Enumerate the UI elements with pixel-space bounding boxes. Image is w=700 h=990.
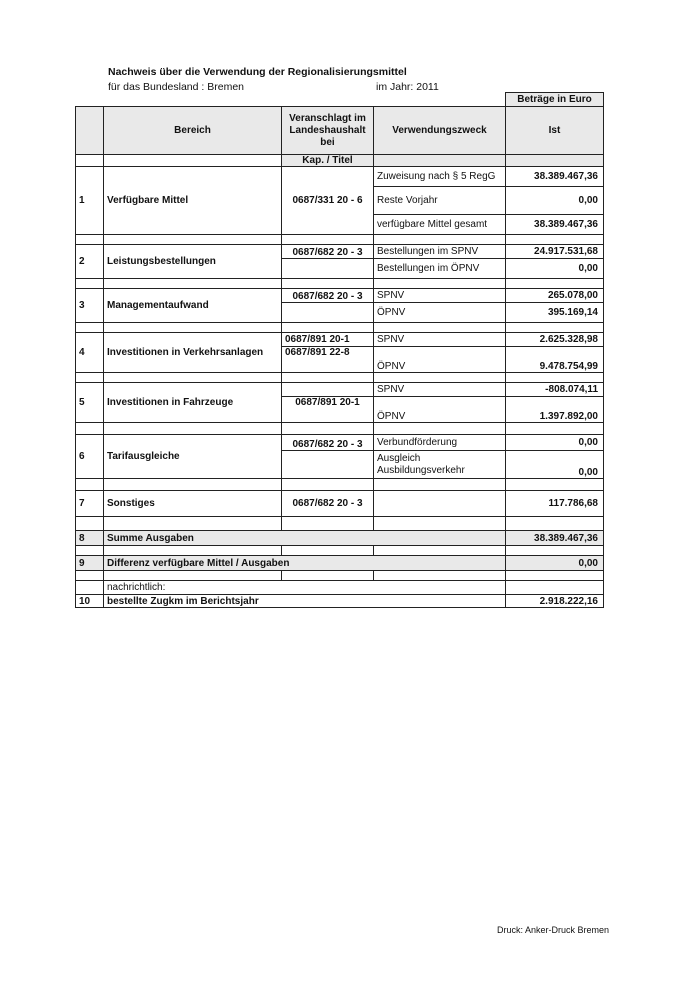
betraege-header: Beträge in Euro [506, 93, 604, 107]
kap-titel: 0687/682 20 - 3 [282, 245, 374, 259]
kap-titel: 0687/891 20-1 [282, 333, 374, 347]
kap-titel: 0687/682 20 - 3 [282, 289, 374, 303]
zweck-label: ÖPNV [374, 397, 506, 423]
row-number: 6 [76, 435, 104, 479]
bereich-label: Investitionen in Fahrzeuge [104, 383, 282, 423]
differenz-label: Differenz verfügbare Mittel / Ausgaben [104, 556, 506, 571]
ist-value: 38.389.467,36 [506, 167, 604, 187]
zweck-label: SPNV [374, 383, 506, 397]
verwendung-table [75, 92, 604, 608]
zweck-label: SPNV [374, 289, 506, 303]
bundesland-label: für das Bundesland : Bremen [108, 81, 244, 93]
zugkm-value: 2.918.222,16 [506, 595, 604, 608]
zweck-label: Reste Vorjahr [374, 187, 506, 215]
ist-value: 265.078,00 [506, 289, 604, 303]
col-bereich: Bereich [104, 107, 282, 155]
ist-value: 24.917.531,68 [506, 245, 604, 259]
ist-value: -808.074,11 [506, 383, 604, 397]
ist-value: 1.397.892,00 [506, 397, 604, 423]
ist-value: 9.478.754,99 [506, 347, 604, 373]
row-number: 4 [76, 333, 104, 373]
col-ist: Ist [506, 107, 604, 155]
zweck-label: Ausgleich Ausbildungsverkehr [374, 451, 506, 479]
bereich-label: Leistungsbestellungen [104, 245, 282, 279]
kap-titel: 0687/682 20 - 3 [282, 491, 374, 517]
kap-titel-2: 0687/891 22-8 [282, 347, 374, 373]
zweck-label: Bestellungen im ÖPNV [374, 259, 506, 279]
row-number: 9 [76, 556, 104, 571]
bereich-label: Sonstiges [104, 491, 282, 517]
printer-credit: Druck: Anker-Druck Bremen [497, 925, 610, 935]
nachrichtlich-label: nachrichtlich: [104, 581, 506, 595]
differenz-value: 0,00 [506, 556, 604, 571]
kap-titel: 0687/891 20-1 [282, 397, 374, 423]
row-number: 5 [76, 383, 104, 423]
ist-value: 117.786,68 [506, 491, 604, 517]
col-verwendungszweck: Verwendungszweck [374, 107, 506, 155]
col-veranschlagt: Veranschlagt im Landeshaushalt bei [282, 107, 374, 155]
row-number: 3 [76, 289, 104, 323]
bereich-label: Investitionen in Verkehrsanlagen [104, 333, 282, 373]
row-number: 1 [76, 167, 104, 235]
zugkm-label: bestellte Zugkm im Berichtsjahr [104, 595, 506, 608]
ist-value: 2.625.328,98 [506, 333, 604, 347]
year-label: im Jahr: 2011 [376, 81, 439, 93]
document-title: Nachweis über die Verwendung der Regionalisierungsmittel [108, 66, 407, 78]
ist-value: 0,00 [506, 187, 604, 215]
bereich-label: Managementaufwand [104, 289, 282, 323]
summe-label: Summe Ausgaben [104, 531, 506, 546]
zweck-label: Verbundförderung [374, 435, 506, 451]
kap-titel: 0687/682 20 - 3 [282, 435, 374, 451]
zweck-label: ÖPNV [374, 347, 506, 373]
ist-value: 0,00 [506, 435, 604, 451]
ist-value: 0,00 [506, 451, 604, 479]
zweck-label: Zuweisung nach § 5 RegG [374, 167, 506, 187]
zweck-label: SPNV [374, 333, 506, 347]
zweck-label: verfügbare Mittel gesamt [374, 215, 506, 235]
zweck-label: ÖPNV [374, 303, 506, 323]
zweck-label: Bestellungen im SPNV [374, 245, 506, 259]
kap-titel-label: Kap. / Titel [282, 155, 374, 167]
summe-value: 38.389.467,36 [506, 531, 604, 546]
row-number: 8 [76, 531, 104, 546]
ist-value: 395.169,14 [506, 303, 604, 323]
bereich-label: Tarifausgleiche [104, 435, 282, 479]
row-number: 7 [76, 491, 104, 517]
kap-titel: 0687/331 20 - 6 [282, 167, 374, 235]
bereich-label: Verfügbare Mittel [104, 167, 282, 235]
ist-value: 0,00 [506, 259, 604, 279]
ist-value: 38.389.467,36 [506, 215, 604, 235]
row-number: 10 [76, 595, 104, 608]
row-number: 2 [76, 245, 104, 279]
